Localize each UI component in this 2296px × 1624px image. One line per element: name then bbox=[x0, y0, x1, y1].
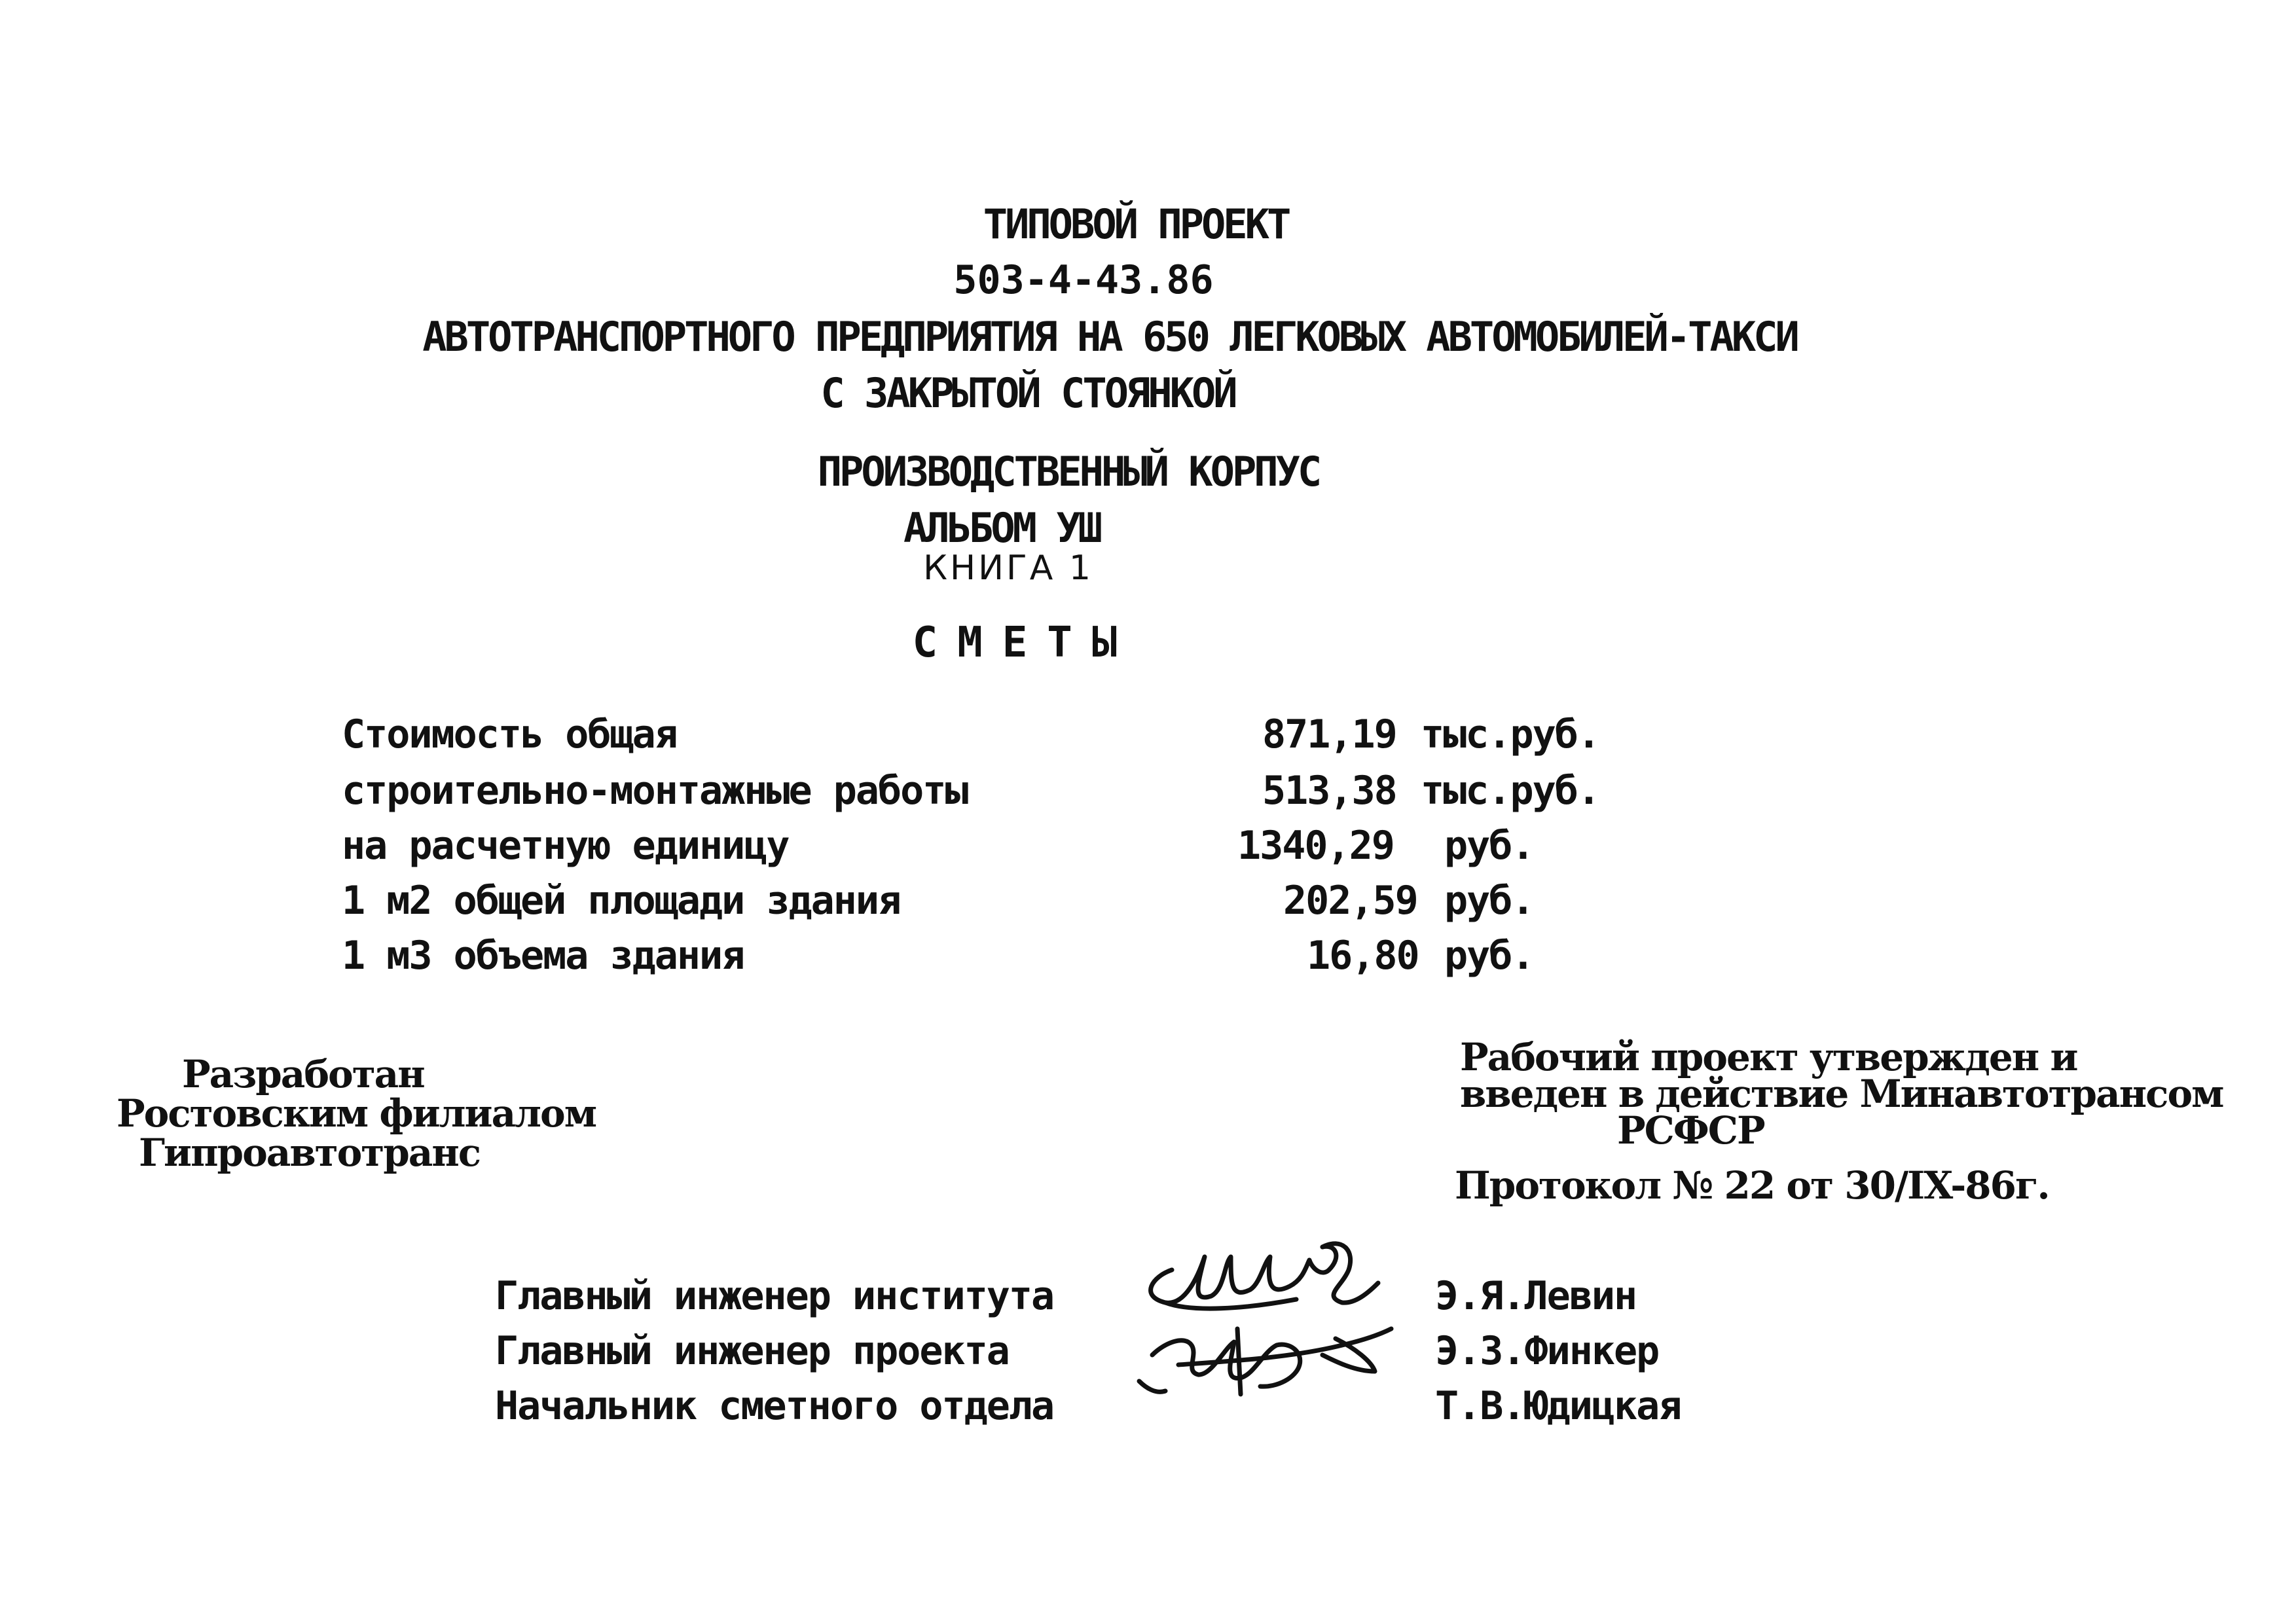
signatory-name: Э.З.Финкер bbox=[1435, 1328, 1659, 1374]
cost-value: 1340,29 bbox=[1237, 823, 1394, 869]
project-title-line1: АВТОТРАНСПОРТНОГО ПРЕДПРИЯТИЯ НА 650 ЛЕГКОВЫХ АВТОМОБИЛЕЙ-ТАКСИ bbox=[422, 313, 1797, 361]
approval-line: введен в действие Минавтотрансом bbox=[1460, 1072, 2223, 1116]
signatory-name: Э.Я.Левин bbox=[1435, 1273, 1637, 1319]
signature-graphic bbox=[1126, 1231, 1414, 1420]
developer-line: Разработан bbox=[182, 1052, 424, 1096]
project-title-line2: С ЗАКРЫТОЙ СТОЯНКОЙ bbox=[820, 369, 1235, 417]
cost-value: 871,19 bbox=[1262, 712, 1396, 757]
cost-unit: руб. bbox=[1444, 933, 1534, 979]
signatory-position: Главный инженер института bbox=[495, 1273, 1054, 1319]
cost-value: 16,80 bbox=[1307, 933, 1419, 979]
cost-value: 513,38 bbox=[1262, 768, 1396, 814]
cost-unit: тыс.руб. bbox=[1421, 768, 1599, 814]
cost-unit: руб. bbox=[1444, 878, 1534, 924]
book-label: КНИГА 1 bbox=[923, 549, 1093, 588]
cost-unit: тыс.руб. bbox=[1421, 712, 1599, 757]
album-label: АЛЬБОМ УШ bbox=[903, 504, 1100, 552]
cost-unit: руб. bbox=[1444, 823, 1534, 869]
approval-protocol: Протокол № 22 от 30/IX-86г. bbox=[1455, 1163, 2049, 1208]
developer-line: Гипроавтотранс bbox=[139, 1130, 481, 1175]
signatory-position: Начальник сметного отдела bbox=[495, 1383, 1054, 1429]
project-label: ТИПОВОЙ ПРОЕКТ bbox=[983, 200, 1289, 248]
cost-label: 1 м2 общей площади здания bbox=[342, 878, 901, 924]
approval-line: Рабочий проект утвержден и bbox=[1460, 1035, 2077, 1079]
cost-value: 202,59 bbox=[1283, 878, 1417, 924]
cost-label: на расчетную единицу bbox=[342, 823, 789, 869]
signatory-position: Главный инженер проекта bbox=[495, 1328, 1009, 1374]
cost-label: 1 м3 объема здания bbox=[342, 933, 744, 979]
project-number: 503-4-43.86 bbox=[953, 257, 1214, 303]
approval-line: РСФСР bbox=[1617, 1108, 1764, 1153]
cost-label: строительно-монтажные работы bbox=[342, 768, 968, 814]
signatory-name: Т.В.Юдицкая bbox=[1435, 1383, 1681, 1429]
developer-line: Ростовским филиалом bbox=[117, 1091, 596, 1136]
section-title: СМЕТЫ bbox=[912, 619, 1137, 667]
building-name: ПРОИЗВОДСТВЕННЫЙ КОРПУС bbox=[817, 448, 1320, 496]
cost-label: Стоимость общая bbox=[342, 712, 677, 757]
